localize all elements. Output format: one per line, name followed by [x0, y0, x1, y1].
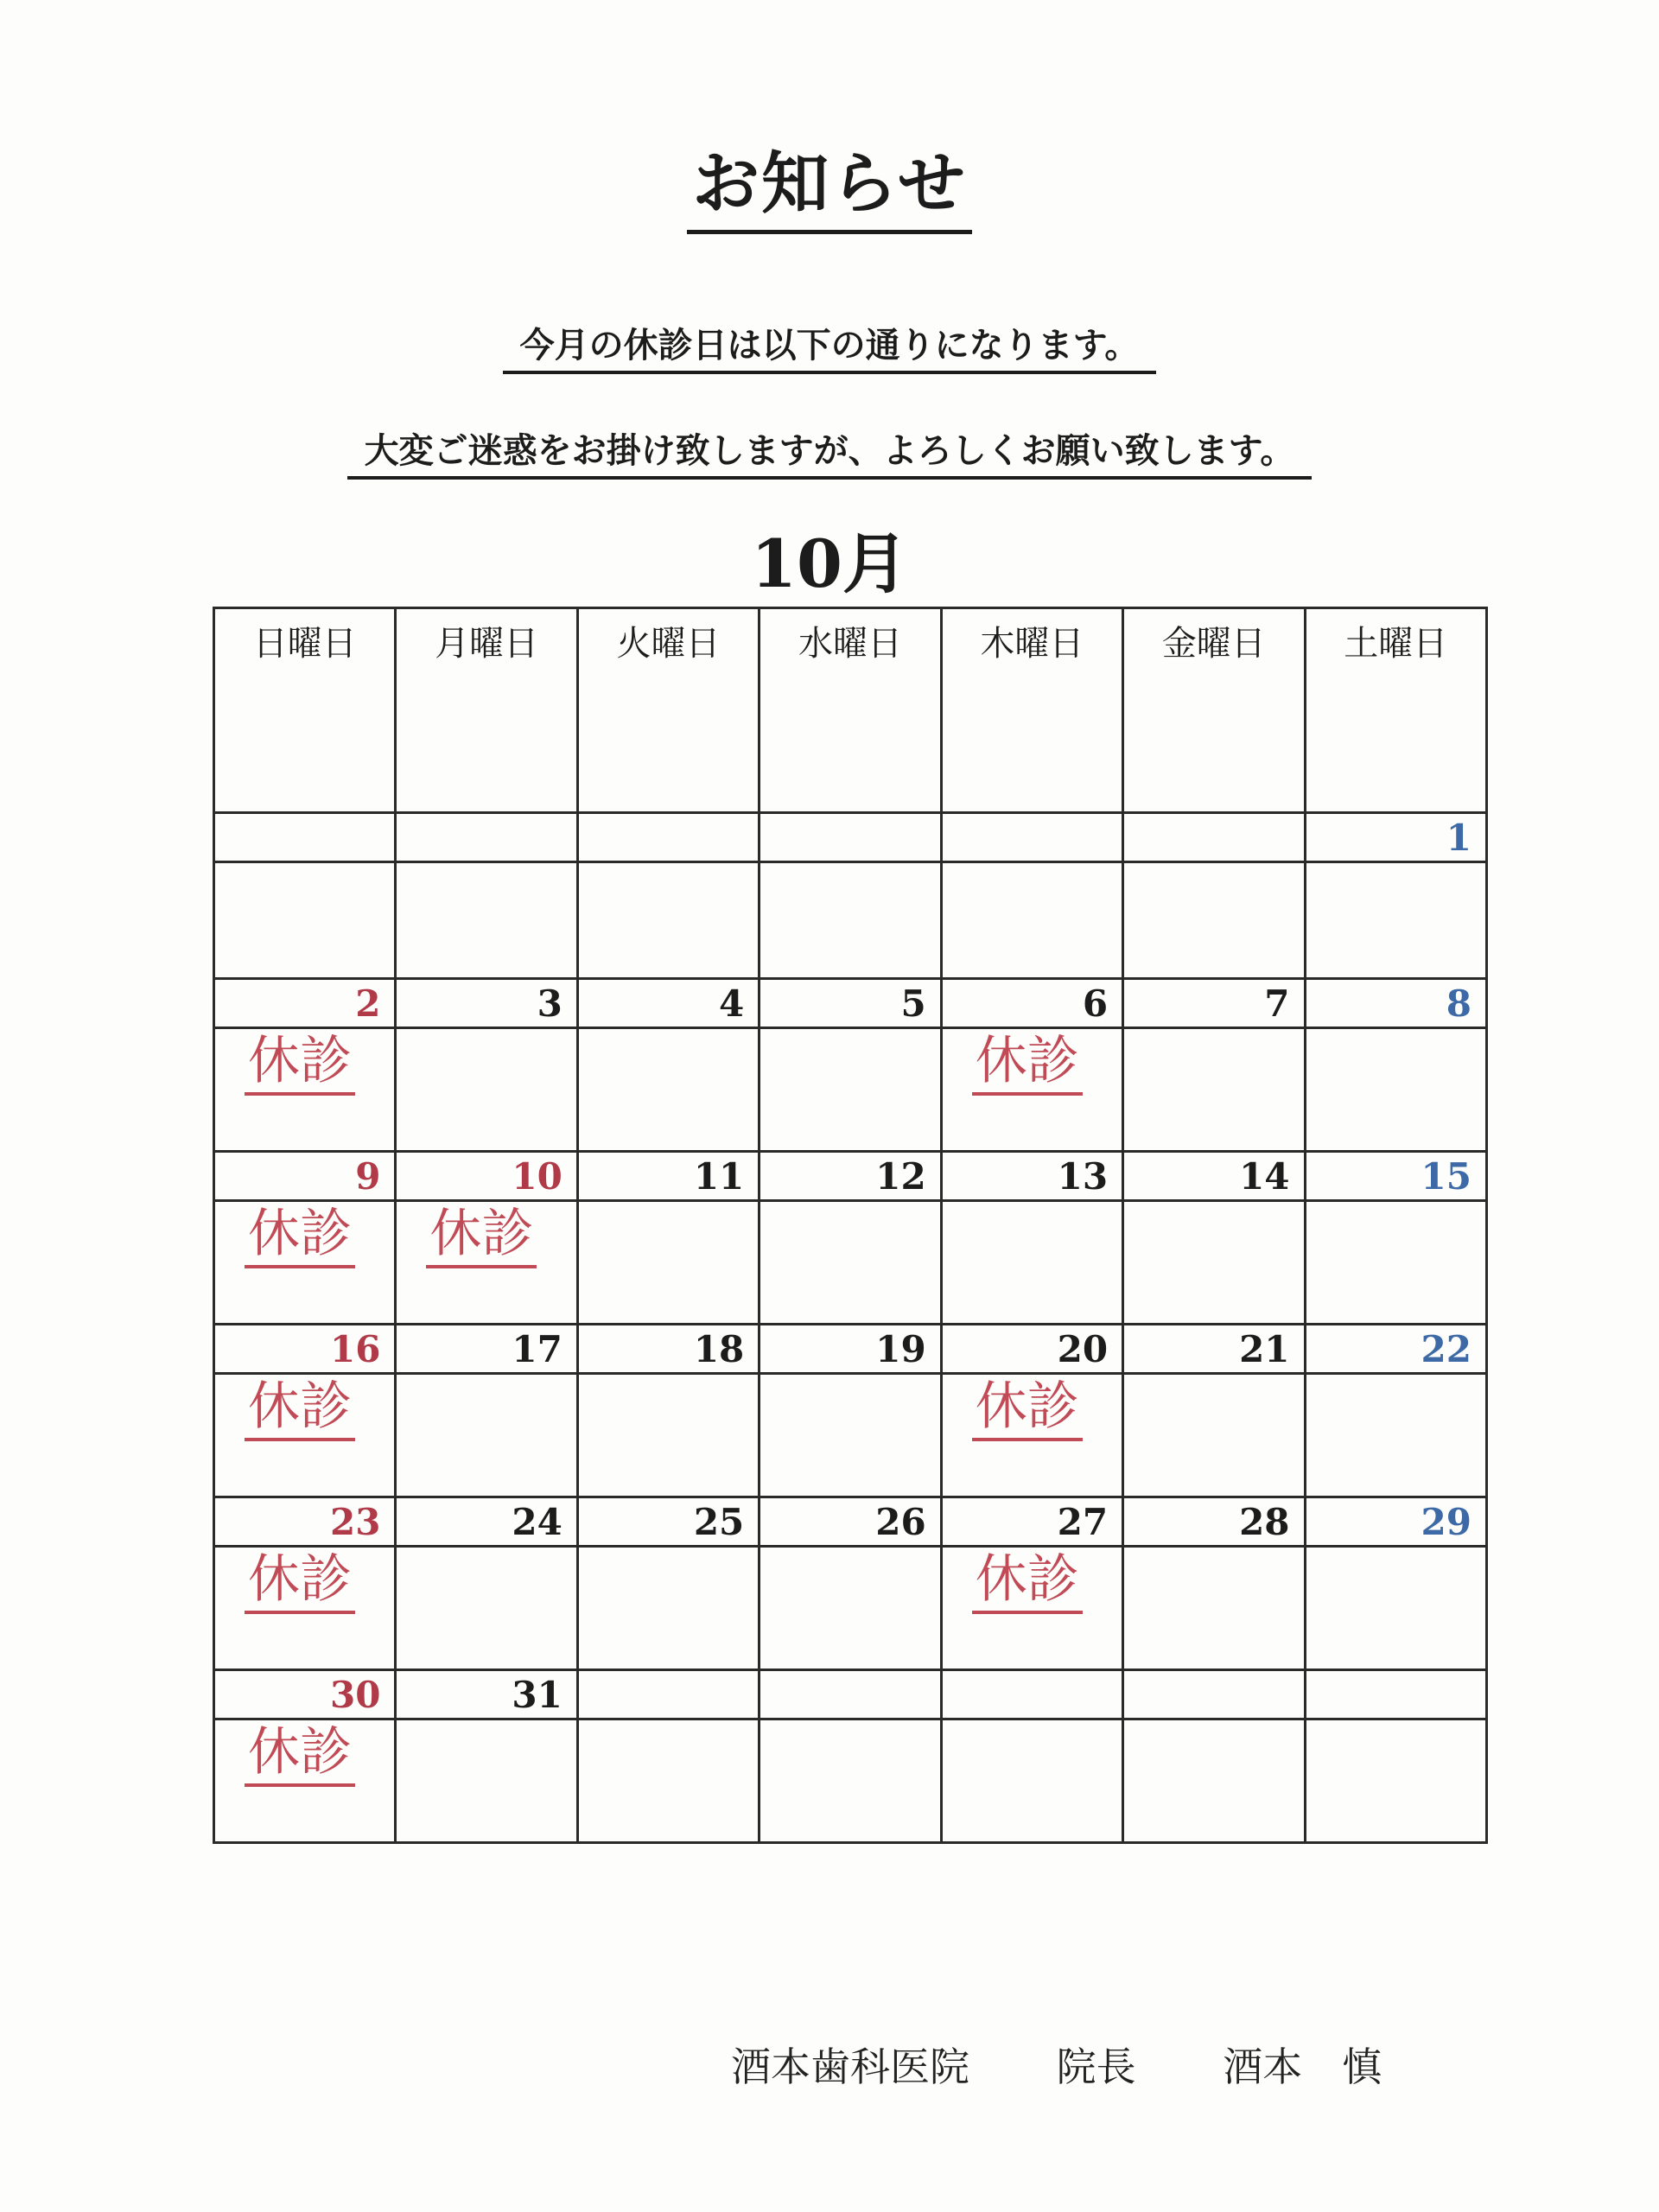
date-number: 9: [214, 1152, 396, 1201]
date-cell: [941, 1201, 1122, 1325]
date-number: 3: [396, 979, 577, 1028]
date-cell: [1123, 1028, 1305, 1152]
date-number: 22: [1305, 1325, 1486, 1374]
date-body-row: [214, 1028, 1487, 1152]
date-cell: [1305, 1719, 1486, 1843]
date-number-row: [214, 1152, 1487, 1201]
date-number-row: [214, 813, 1487, 862]
date-number: [941, 813, 1122, 862]
date-number: 19: [760, 1325, 941, 1374]
date-number: 23: [214, 1497, 396, 1547]
date-number: 27: [941, 1497, 1122, 1547]
date-cell: [760, 1374, 941, 1497]
date-number: 30: [214, 1670, 396, 1719]
date-number: 5: [760, 979, 941, 1028]
calendar-table: [213, 607, 1488, 1844]
date-cell: [941, 1547, 1122, 1670]
date-cell: [214, 1201, 396, 1325]
date-cell: [1305, 1547, 1486, 1670]
closed-day-mark: 休診: [972, 1380, 1083, 1441]
date-number: 1: [1305, 813, 1486, 862]
closed-day-mark: 休診: [245, 1207, 355, 1268]
date-cell: [577, 1547, 759, 1670]
director-title: 院長: [1056, 2044, 1136, 2090]
date-number: 24: [396, 1497, 577, 1547]
date-number: 14: [1123, 1152, 1305, 1201]
date-number: 4: [577, 979, 759, 1028]
date-number: 29: [1305, 1497, 1486, 1547]
date-cell: [760, 1201, 941, 1325]
date-cell: [396, 1374, 577, 1497]
date-number: 12: [760, 1152, 941, 1201]
weekday-header: 月曜日: [396, 608, 577, 813]
closed-day-mark: 休診: [245, 1380, 355, 1441]
notice-line-1-text: 今月の休診日は以下の通りになります。: [503, 326, 1157, 374]
weekday-header-row: [214, 608, 1487, 813]
director-name: 酒本 慎: [1223, 2044, 1382, 2090]
weekday-header: 金曜日: [1123, 608, 1305, 813]
date-cell: [214, 1719, 396, 1843]
closed-day-mark: 休診: [245, 1553, 355, 1614]
date-cell: [396, 1547, 577, 1670]
date-number: 11: [577, 1152, 759, 1201]
clinic-name: 酒本歯科医院: [731, 2044, 969, 2090]
date-number: 10: [396, 1152, 577, 1201]
date-cell: [1305, 1201, 1486, 1325]
date-number: 7: [1123, 979, 1305, 1028]
date-cell: [1123, 1719, 1305, 1843]
date-cell: [577, 1719, 759, 1843]
date-number: [760, 813, 941, 862]
date-cell: [577, 862, 759, 979]
month-heading: 10月: [751, 525, 908, 602]
date-cell: [396, 1201, 577, 1325]
date-cell: [941, 1028, 1122, 1152]
date-cell: [760, 1719, 941, 1843]
weekday-header: 木曜日: [941, 608, 1122, 813]
date-cell: [396, 862, 577, 979]
date-number: [577, 813, 759, 862]
signature-footer: [731, 2036, 1456, 2093]
date-number-row: [214, 1325, 1487, 1374]
date-cell: [941, 1719, 1122, 1843]
notice-line-2-text: 大変ご迷惑をお掛け致しますが、よろしくお願い致します。: [347, 431, 1313, 480]
date-cell: [214, 1374, 396, 1497]
weekday-header: 水曜日: [760, 608, 941, 813]
date-cell: [214, 1547, 396, 1670]
date-cell: [577, 1028, 759, 1152]
date-number: 17: [396, 1325, 577, 1374]
date-cell: [1305, 1028, 1486, 1152]
date-number: 16: [214, 1325, 396, 1374]
date-number: 18: [577, 1325, 759, 1374]
date-cell: [941, 1374, 1122, 1497]
date-cell: [1123, 1201, 1305, 1325]
date-cell: [1123, 862, 1305, 979]
date-number: [1123, 1670, 1305, 1719]
date-number-row: [214, 1670, 1487, 1719]
date-cell: [577, 1374, 759, 1497]
date-number: [941, 1670, 1122, 1719]
notice-line-2: [0, 423, 1659, 473]
date-body-row: [214, 1719, 1487, 1843]
date-body-row: [214, 1374, 1487, 1497]
weekday-header: 火曜日: [577, 608, 759, 813]
date-number: 6: [941, 979, 1122, 1028]
date-number: 13: [941, 1152, 1122, 1201]
notice-title: [0, 130, 1659, 226]
date-number-row: [214, 979, 1487, 1028]
date-number: [1123, 813, 1305, 862]
date-body-row: [214, 1547, 1487, 1670]
date-cell: [760, 1547, 941, 1670]
date-number: 25: [577, 1497, 759, 1547]
closed-day-mark: 休診: [245, 1726, 355, 1787]
date-body-row: [214, 862, 1487, 979]
date-cell: [577, 1201, 759, 1325]
date-number: 21: [1123, 1325, 1305, 1374]
date-number: 2: [214, 979, 396, 1028]
date-number: 15: [1305, 1152, 1486, 1201]
date-cell: [941, 862, 1122, 979]
date-number: [396, 813, 577, 862]
date-cell: [1123, 1547, 1305, 1670]
date-number: [1305, 1670, 1486, 1719]
date-cell: [1305, 862, 1486, 979]
date-number: 28: [1123, 1497, 1305, 1547]
weekday-header: 日曜日: [214, 608, 396, 813]
notice-line-1: [0, 318, 1659, 367]
date-number: 31: [396, 1670, 577, 1719]
date-number: 26: [760, 1497, 941, 1547]
date-cell: [760, 862, 941, 979]
date-number: 8: [1305, 979, 1486, 1028]
date-cell: [214, 1028, 396, 1152]
date-cell: [1123, 1374, 1305, 1497]
closed-day-mark: 休診: [972, 1553, 1083, 1614]
date-number: [760, 1670, 941, 1719]
date-number-row: [214, 1497, 1487, 1547]
date-cell: [760, 1028, 941, 1152]
closed-day-mark: 休診: [972, 1034, 1083, 1096]
date-cell: [396, 1719, 577, 1843]
closed-day-mark: 休診: [245, 1034, 355, 1096]
date-number: 20: [941, 1325, 1122, 1374]
calendar-body: [214, 813, 1487, 1843]
date-cell: [214, 862, 396, 979]
date-cell: [396, 1028, 577, 1152]
notice-title-text: お知らせ: [687, 145, 972, 234]
date-number: [214, 813, 396, 862]
date-body-row: [214, 1201, 1487, 1325]
closed-day-mark: 休診: [426, 1207, 537, 1268]
weekday-header: 土曜日: [1305, 608, 1486, 813]
date-number: [577, 1670, 759, 1719]
date-cell: [1305, 1374, 1486, 1497]
